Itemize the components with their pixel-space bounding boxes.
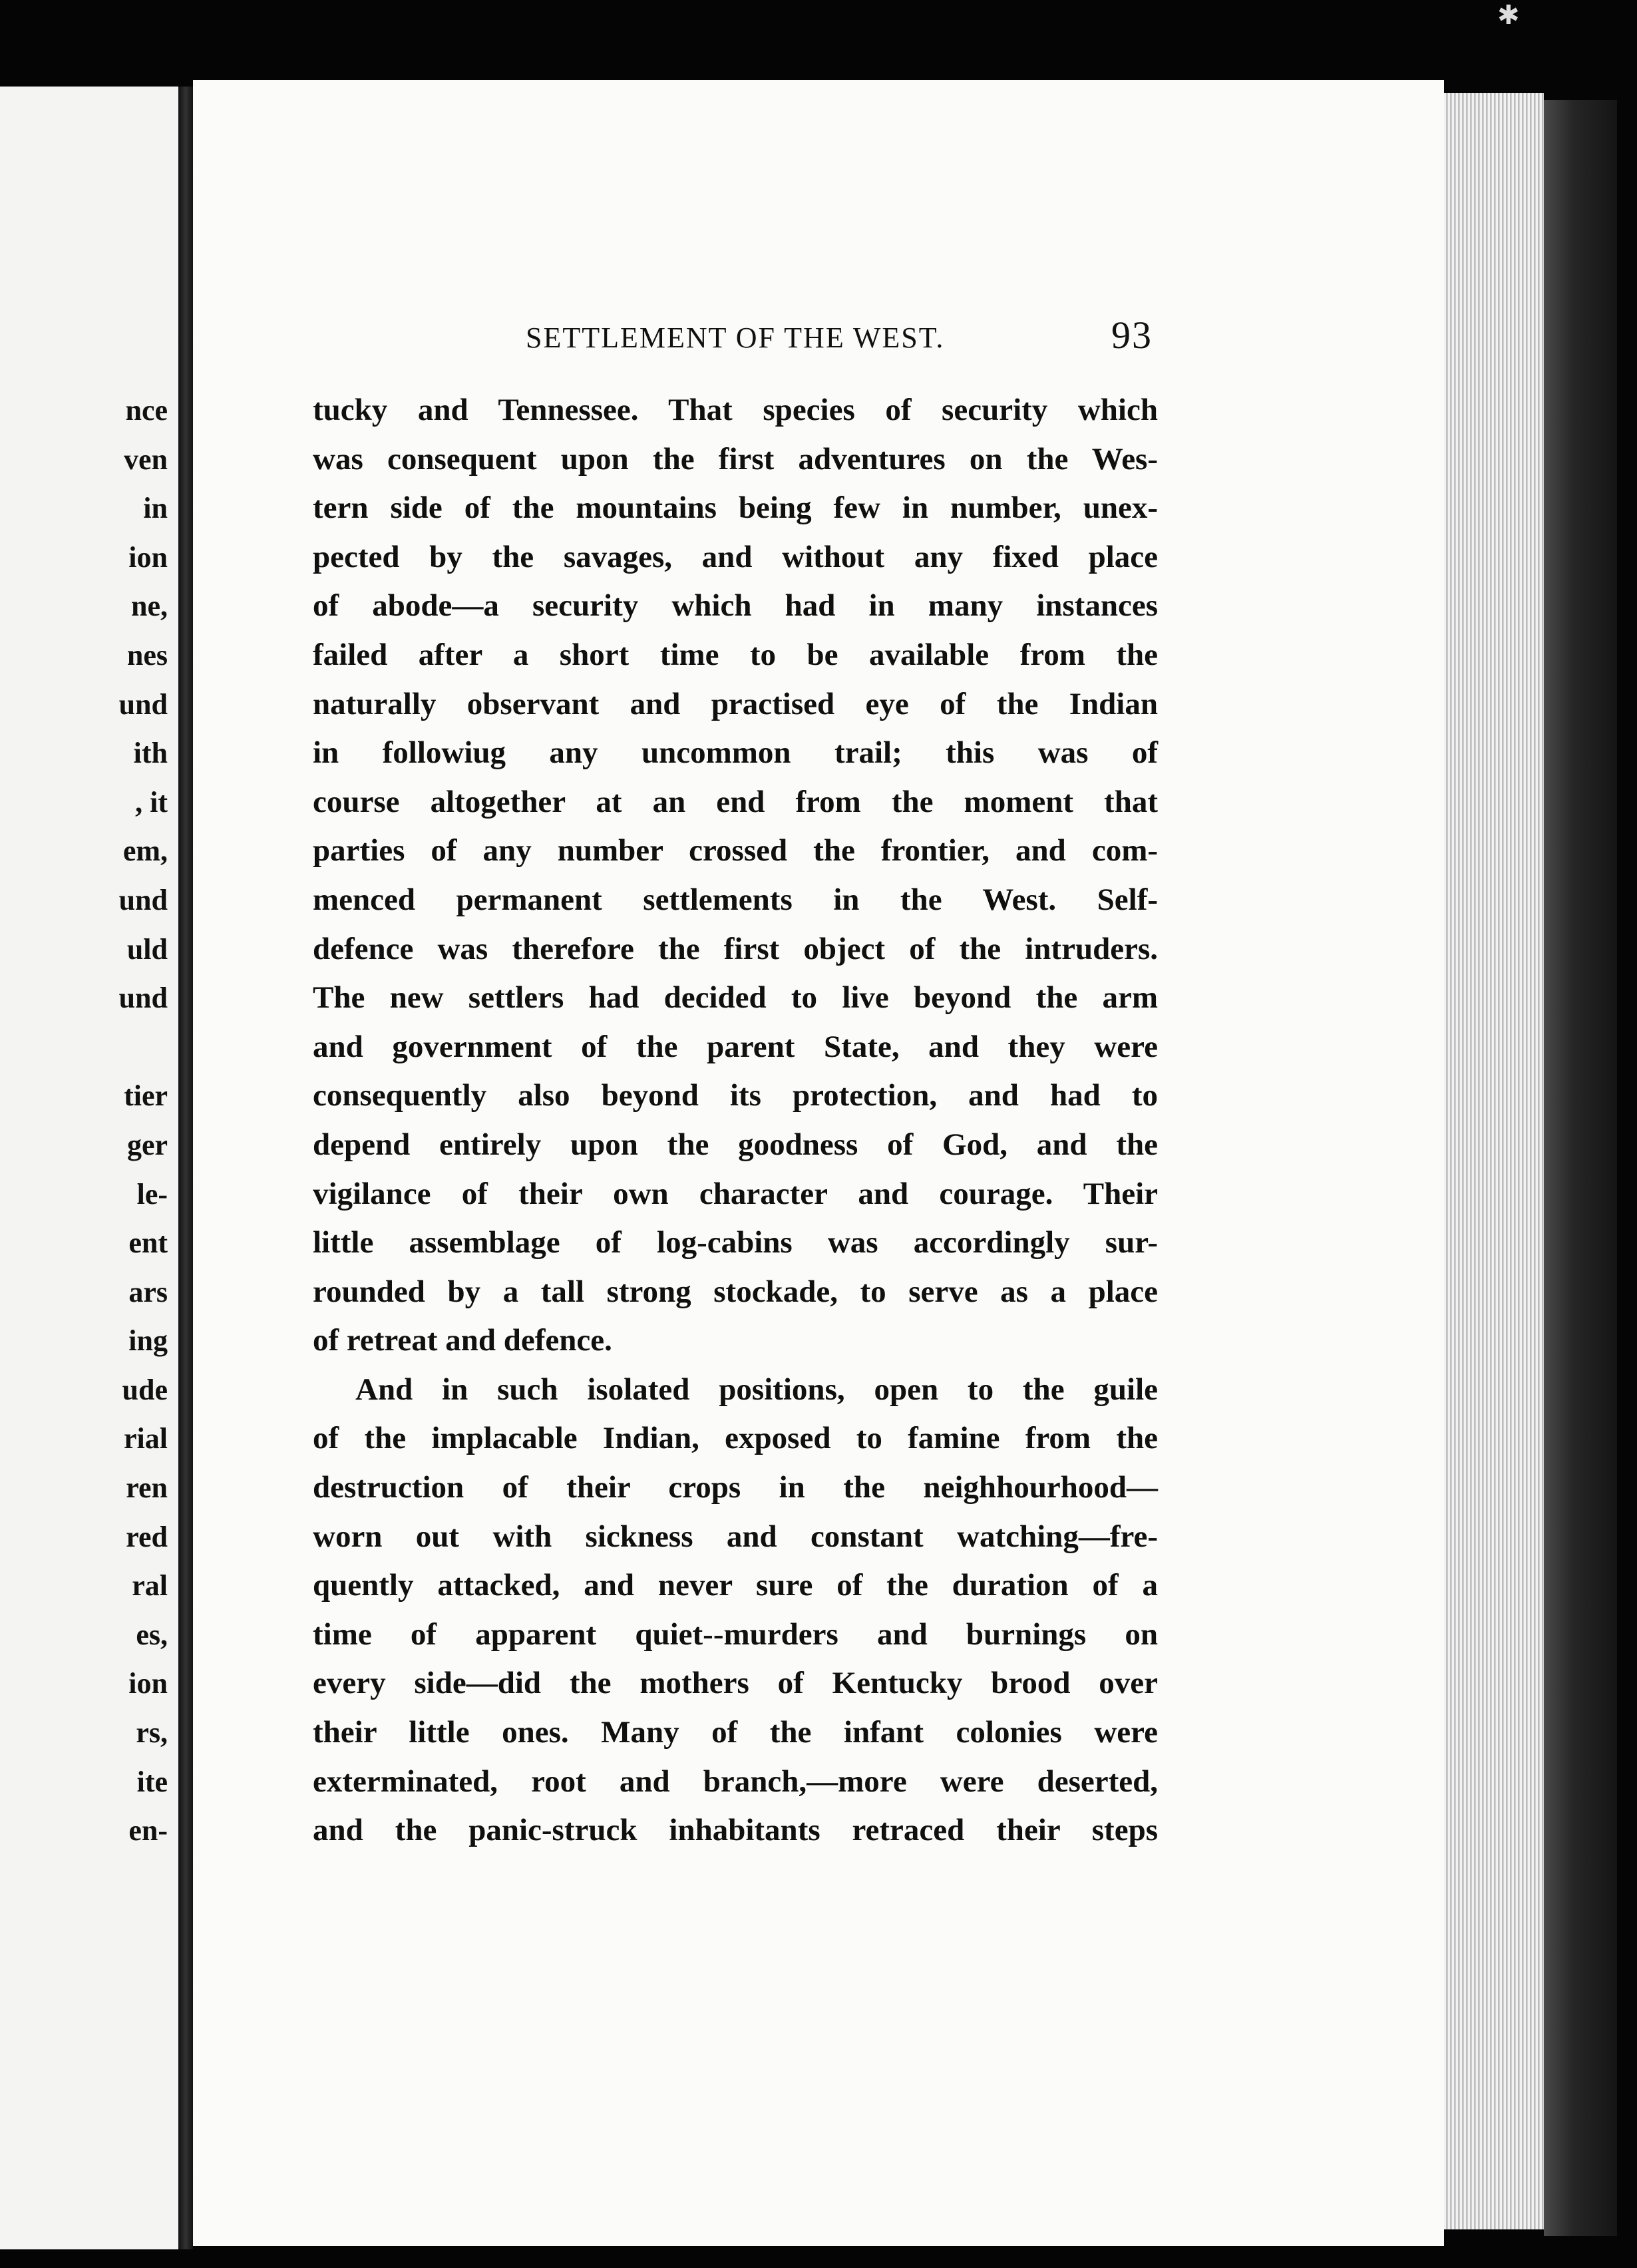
left-fragment: ith [133, 737, 168, 770]
left-fragment: em, [122, 835, 168, 868]
text-line: of abode—a security which had in many instances [313, 588, 1158, 624]
text-line: and the panic-struck inhabitants retraced their steps [313, 1813, 1158, 1848]
left-fragment: ude [122, 1373, 168, 1406]
left-fragment: und [118, 883, 168, 916]
left-fragment [35, 1023, 168, 1072]
book-gutter [178, 87, 193, 2249]
left-fragment: ion [128, 540, 168, 574]
left-fragment: red [126, 1520, 168, 1553]
page-number: 93 [1111, 313, 1153, 357]
text-line: of retreat and defence. [313, 1323, 612, 1358]
left-fragment: tier [124, 1079, 168, 1113]
text-line: every side—did the mothers of Kentucky brood over [313, 1666, 1158, 1701]
left-fragment: rial [124, 1422, 168, 1455]
paragraph [313, 386, 1158, 1366]
text-line: defence was therefore the first object of the intruders. [313, 931, 1158, 966]
text-line: consequently also beyond its protection, and had to [313, 1078, 1158, 1113]
left-fragment: rs, [136, 1716, 168, 1750]
running-head-title: SETTLEMENT OF THE WEST. [526, 321, 945, 354]
scan-dust-mark: ✱ [1497, 0, 1520, 31]
text-line: parties of any number crossed the frontier, and com- [313, 833, 1158, 868]
left-fragment: en- [128, 1814, 168, 1847]
text-line: exterminated, root and branch,—more were deserted, [313, 1764, 1158, 1799]
text-line: and government of the parent State, and they were [313, 1029, 1158, 1064]
left-fragment: ral [132, 1569, 168, 1603]
left-page-text-fragments [35, 386, 168, 1855]
left-fragment: ven [124, 443, 168, 476]
left-fragment: le- [136, 1177, 168, 1211]
text-line: was consequent upon the first adventures on the Wes- [313, 441, 1158, 476]
left-fragment: ing [128, 1324, 168, 1358]
left-fragment: ion [128, 1667, 168, 1700]
left-fragment: und [118, 982, 168, 1015]
text-line: menced permanent settlements in the West. Self- [313, 882, 1158, 917]
text-line: worn out with sickness and constant watching—fre- [313, 1519, 1158, 1554]
text-line: destruction of their crops in the neighhourhood— [313, 1470, 1158, 1505]
text-line: their little ones. Many of the infant colonies were [313, 1715, 1158, 1750]
book-cover-edge [1544, 100, 1617, 2236]
text-line: quently attacked, and never sure of the duration of a [313, 1568, 1158, 1603]
text-line: vigilance of their own character and courage. Their [313, 1176, 1158, 1211]
left-fragment: uld [126, 932, 168, 966]
body-text [313, 386, 1158, 1855]
page-edges [1444, 93, 1544, 2229]
text-line: depend entirely upon the goodness of God, and the [313, 1127, 1158, 1162]
left-fragment: ars [128, 1275, 168, 1308]
text-line: of the implacable Indian, exposed to famine from the [313, 1421, 1158, 1456]
left-fragment: es, [136, 1618, 168, 1651]
left-fragment: ne, [131, 590, 168, 623]
left-fragment: nes [126, 638, 168, 671]
left-fragment: in [143, 492, 168, 525]
left-fragment: ent [128, 1227, 168, 1260]
text-line: little assemblage of log-cabins was accordingly sur- [313, 1225, 1158, 1260]
text-line: rounded by a tall strong stockade, to serve as a place [313, 1274, 1158, 1309]
text-line: tern side of the mountains being few in number, unex- [313, 490, 1158, 526]
text-line: course altogether at an end from the moment that [313, 784, 1158, 819]
text-line: And in such isolated positions, open to the guile [355, 1372, 1158, 1407]
text-line: time of apparent quiet--murders and burnings on [313, 1616, 1158, 1652]
text-line: failed after a short time to be available from the [313, 637, 1158, 672]
text-line: pected by the savages, and without any fixed place [313, 539, 1158, 574]
left-fragment: ger [126, 1128, 168, 1161]
left-fragment: nce [125, 394, 168, 427]
left-fragment: ite [136, 1765, 168, 1798]
left-fragment: und [118, 687, 168, 721]
text-line: The new settlers had decided to live beyond the arm [313, 980, 1158, 1016]
text-line: naturally observant and practised eye of the Indian [313, 686, 1158, 721]
left-fragment: ren [126, 1471, 168, 1505]
text-line: in followiug any uncommon trail; this was of [313, 735, 1158, 771]
left-facing-page [0, 87, 182, 2249]
paragraph [313, 1366, 1158, 1855]
text-line: tucky and Tennessee. That species of security which [313, 393, 1158, 427]
left-fragment: , it [135, 785, 168, 819]
